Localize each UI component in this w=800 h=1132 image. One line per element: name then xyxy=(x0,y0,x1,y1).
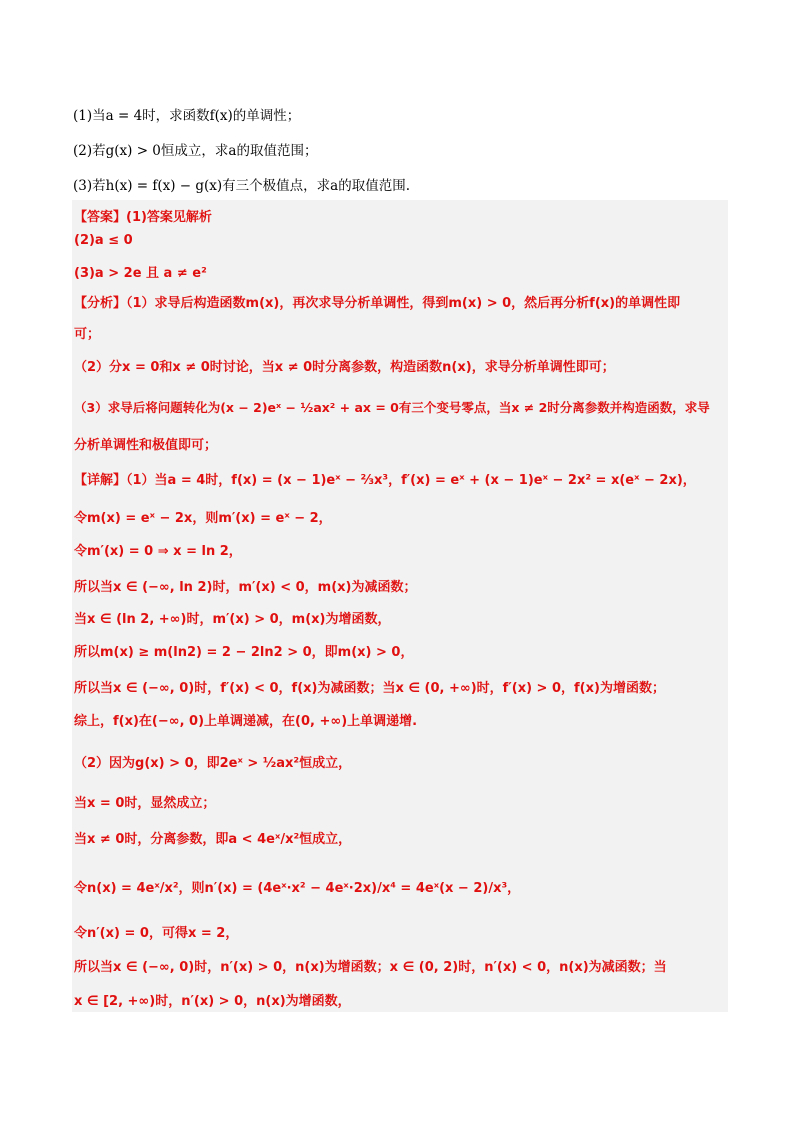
analysis-line: （2）分x = 0和x ≠ 0时讨论，当x ≠ 0时分离参数，构造函数n(x)，求导分析单调性即可； xyxy=(74,360,615,375)
answer-line: 【答案】(1)答案见解析 xyxy=(74,210,212,225)
detail-line: 当x ∈ (ln 2, +∞)时，m′(x) > 0，m(x)为增函数， xyxy=(74,612,391,627)
detail-line: 令m′(x) = 0 ⇒ x = ln 2， xyxy=(74,544,242,559)
question-2: (2)若g(x) > 0恒成立，求a的取值范围； xyxy=(73,143,318,159)
detail-line: 令n′(x) = 0，可得x = 2， xyxy=(74,926,239,941)
detail-line: 所以当x ∈ (−∞, ln 2)时，m′(x) < 0，m(x)为减函数； xyxy=(74,580,417,595)
answer-line: (2)a ≤ 0 xyxy=(74,233,133,248)
question-1: (1)当a = 4时，求函数f(x)的单调性； xyxy=(73,108,301,124)
detail-line: 【详解】（1）当a = 4时，f(x) = (x − 1)eˣ − ⅔x³，f′(x) = eˣ + (x − 1)eˣ − 2x² = x(eˣ − 2x)， xyxy=(74,473,696,488)
detail-line: 综上，f(x)在(−∞, 0)上单调递减，在(0, +∞)上单调递增. xyxy=(74,714,418,729)
detail-line: x ∈ [2, +∞)时，n′(x) > 0，n(x)为增函数， xyxy=(74,994,351,1009)
detail-line: 令n(x) = 4eˣ/x²，则n′(x) = (4eˣ·x² − 4eˣ·2x)/x⁴ = 4eˣ(x − 2)/x³， xyxy=(74,881,521,896)
detail-line: 令m(x) = eˣ − 2x，则m′(x) = eˣ − 2， xyxy=(74,511,332,526)
analysis-line: 【分析】（1）求导后构造函数m(x)，再次求导分析单调性，得到m(x) > 0，然后再分析f(x)的单调性即 xyxy=(74,296,681,311)
detail-line: 当x ≠ 0时，分离参数，即a < 4eˣ/x²恒成立， xyxy=(74,832,352,847)
answer-line: (3)a > 2e 且 a ≠ e² xyxy=(74,266,207,281)
detail-line: （2）因为g(x) > 0，即2eˣ > ½ax²恒成立， xyxy=(74,756,352,771)
analysis-line: 分析单调性和极值即可； xyxy=(74,438,218,453)
detail-line: 当x = 0时，显然成立； xyxy=(74,796,216,811)
question-3: (3)若h(x) = f(x) − g(x)有三个极值点，求a的取值范围. xyxy=(73,178,411,194)
detail-line: 所以当x ∈ (−∞, 0)时，f′(x) < 0，f(x)为减函数；当x ∈ (0, +∞)时，f′(x) > 0，f(x)为增函数； xyxy=(74,681,665,696)
detail-line: 所以当x ∈ (−∞, 0)时，n′(x) > 0，n(x)为增函数；x ∈ (0, 2)时，n′(x) < 0，n(x)为减函数；当 xyxy=(74,960,667,975)
detail-line: 所以m(x) ≥ m(ln2) = 2 − 2ln2 > 0，即m(x) > 0， xyxy=(74,645,414,660)
analysis-line: （3）求导后将问题转化为(x − 2)eˣ − ½ax² + ax = 0有三个变号零点，当x ≠ 2时分离参数并构造函数，求导 xyxy=(74,400,710,415)
analysis-line: 可； xyxy=(74,327,101,342)
